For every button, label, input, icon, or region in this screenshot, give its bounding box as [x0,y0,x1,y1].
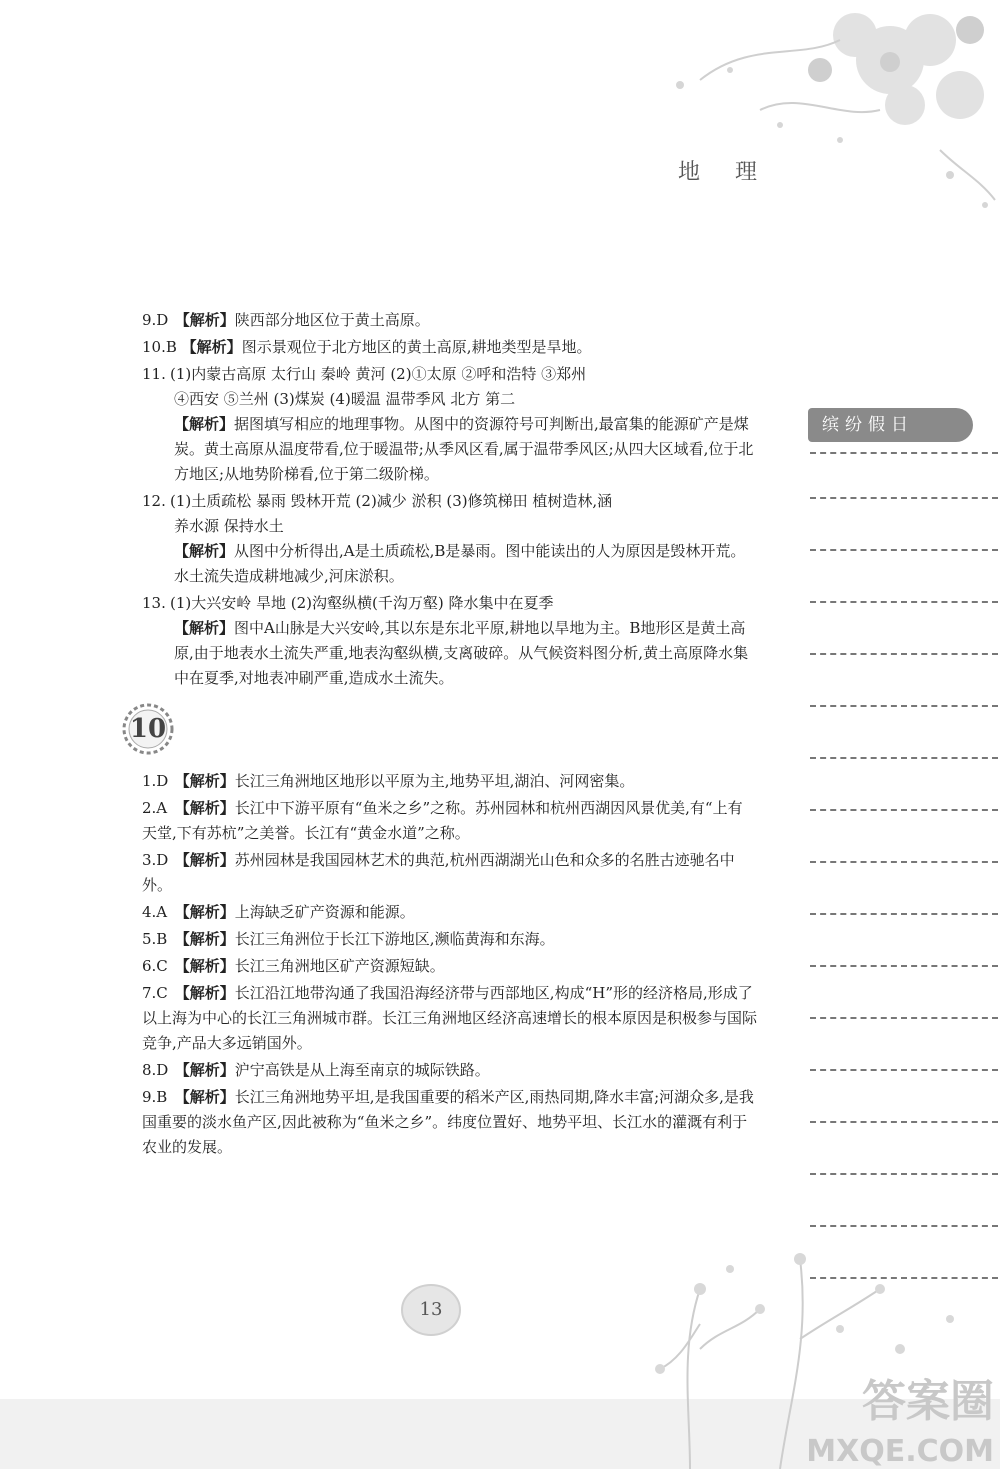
analysis-block [142,539,757,589]
answer-number: 5.B [142,930,168,948]
answer-line: (1)土质疏松 暴雨 毁林开荒 (2)减少 淤积 (3)修筑梯田 植树造林,涵 [170,492,613,510]
analysis-text: 据图填写相应的地理事物。从图中的资源符号可判断出,最富集的能源矿产是煤炭。黄土高原从温度带看,位于暖温带;从季风区看,属于温带季风区;从四大区域看,位于北方地区;从地势阶梯看,位于第二级阶梯。 [174,415,754,483]
answer-content [129,308,758,1162]
answer-text: 长江三角洲位于长江下游地区,濒临黄海和东海。 [234,930,555,948]
section-badge [122,703,174,755]
answer-item [142,981,757,1056]
analysis-block [142,412,757,487]
note-line [810,497,998,499]
analysis-text: 从图中分析得出,A是土质疏松,B是暴雨。图中能读出的人为原因是毁林开荒。水土流失造成耕地减少,河床淤积。 [174,542,746,585]
analysis-tag: 【解析】 [174,799,235,817]
answer-item [142,900,757,925]
note-line [810,809,998,811]
answer-text: 上海缺乏矿产资源和能源。 [234,903,415,921]
floral-decoration [640,0,1000,240]
answer-number: 10.B [142,338,177,356]
answer-text: 陕西部分地区位于黄土高原。 [234,311,430,329]
sidebar-title: 缤纷假日 [808,408,973,442]
analysis-tag: 【解析】 [174,851,235,869]
analysis-tag: 【解析】 [174,772,235,790]
answer-number: 8.D [142,1061,169,1079]
section-number: 10 [129,714,167,744]
analysis-tag: 【解析】 [174,930,235,948]
analysis-tag: 【解析】 [174,903,235,921]
answer-item [142,848,757,898]
answer-text: 图示景观位于北方地区的黄土高原,耕地类型是旱地。 [241,338,592,356]
answer-line: (1)内蒙古高原 太行山 秦岭 黄河 (2)①太原 ②呼和浩特 ③郑州 [170,365,587,383]
answer-text: 长江三角洲地区地形以平原为主,地势平坦,湖泊、河网密集。 [234,772,635,790]
answer-text: 长江三角洲地区矿产资源短缺。 [234,957,445,975]
answer-line: ④西安 ⑤兰州 (3)煤炭 (4)暖温 温带季风 北方 第二 [174,390,516,408]
answer-item [142,489,757,589]
analysis-block [142,616,757,691]
note-line [810,1173,998,1175]
answer-number: 7.C [142,984,168,1002]
note-line [810,1121,998,1123]
answer-item [142,362,757,487]
note-line [810,1277,998,1279]
analysis-tag: 【解析】 [174,542,235,560]
note-line [810,705,998,707]
answer-text: 长江三角洲地势平坦,是我国重要的稻米产区,雨热同期,降水丰富;河湖众多,是我国重要的淡水鱼产区,因此被称为“鱼米之乡”。纬度位置好、地势平坦、长江水的灌溉有利于农业的发展。 [142,1088,754,1156]
analysis-tag: 【解析】 [174,311,235,329]
note-line [810,913,998,915]
page-number: 13 [419,1299,443,1320]
answer-item [142,308,757,333]
note-line [810,1069,998,1071]
answer-item [142,591,757,691]
answer-number: 1.D [142,772,169,790]
analysis-tag: 【解析】 [174,1061,235,1079]
note-line [810,965,998,967]
analysis-tag: 【解析】 [174,619,235,637]
answer-line: 养水源 保持水土 [174,517,284,535]
analysis-text: 图中A山脉是大兴安岭,其以东是东北平原,耕地以旱地为主。B地形区是黄土高原,由于地表水土流失严重,地表沟壑纵横,支离破碎。从气候资料图分析,黄土高原降水集中在夏季,对地表冲刷严重,造成水土流失。 [174,619,749,687]
answer-item [142,796,757,846]
note-line [810,861,998,863]
answer-item [142,927,757,952]
answer-number: 11. [142,365,166,383]
answer-number: 6.C [142,957,168,975]
analysis-tag: 【解析】 [181,338,242,356]
watermark-logo: 答案圈 [862,1376,994,1427]
answer-text: 长江中下游平原有“鱼米之乡”之称。苏州园林和杭州西湖因风景优美,有“上有天堂,下有苏杭”之美誉。长江有“黄金水道”之称。 [142,799,743,842]
answer-number: 2.A [142,799,168,817]
note-line [810,1017,998,1019]
note-line [810,549,998,551]
answer-number: 3.D [142,851,169,869]
page-number-badge [400,1283,462,1337]
answer-item [142,1058,757,1083]
analysis-tag: 【解析】 [174,415,235,433]
answer-text: 沪宁高铁是从上海至南京的城际铁路。 [234,1061,490,1079]
answer-text: 苏州园林是我国园林艺术的典范,杭州西湖湖光山色和众多的名胜古迹驰名中外。 [142,851,735,894]
answer-number: 13. [142,594,166,612]
note-line [810,757,998,759]
analysis-tag: 【解析】 [174,1088,235,1106]
answer-item [142,769,757,794]
note-line [810,653,998,655]
subject-header: 地 理 [678,160,771,185]
answer-number: 9.B [142,1088,168,1106]
analysis-tag: 【解析】 [174,957,235,975]
note-line [810,1225,998,1227]
answer-number: 12. [142,492,166,510]
analysis-tag: 【解析】 [174,984,235,1002]
note-line [810,452,998,454]
answer-number: 4.A [142,903,168,921]
answer-item [142,954,757,979]
tree-decoration [0,1229,1000,1469]
answer-number: 9.D [142,311,169,329]
answer-item [142,1085,757,1160]
answer-text: 长江沿江地带沟通了我国沿海经济带与西部地区,构成“H”形的经济格局,形成了以上海为中心的长江三角洲城市群。长江三角洲地区经济高速增长的根本原因是积极参与国际竞争,产品大多远销国外。 [142,984,758,1052]
note-line [810,601,998,603]
answer-item [142,335,757,360]
answer-line: (1)大兴安岭 旱地 (2)沟壑纵横(千沟万壑) 降水集中在夏季 [170,594,554,612]
watermark-url: MXQE.COM [806,1434,994,1469]
